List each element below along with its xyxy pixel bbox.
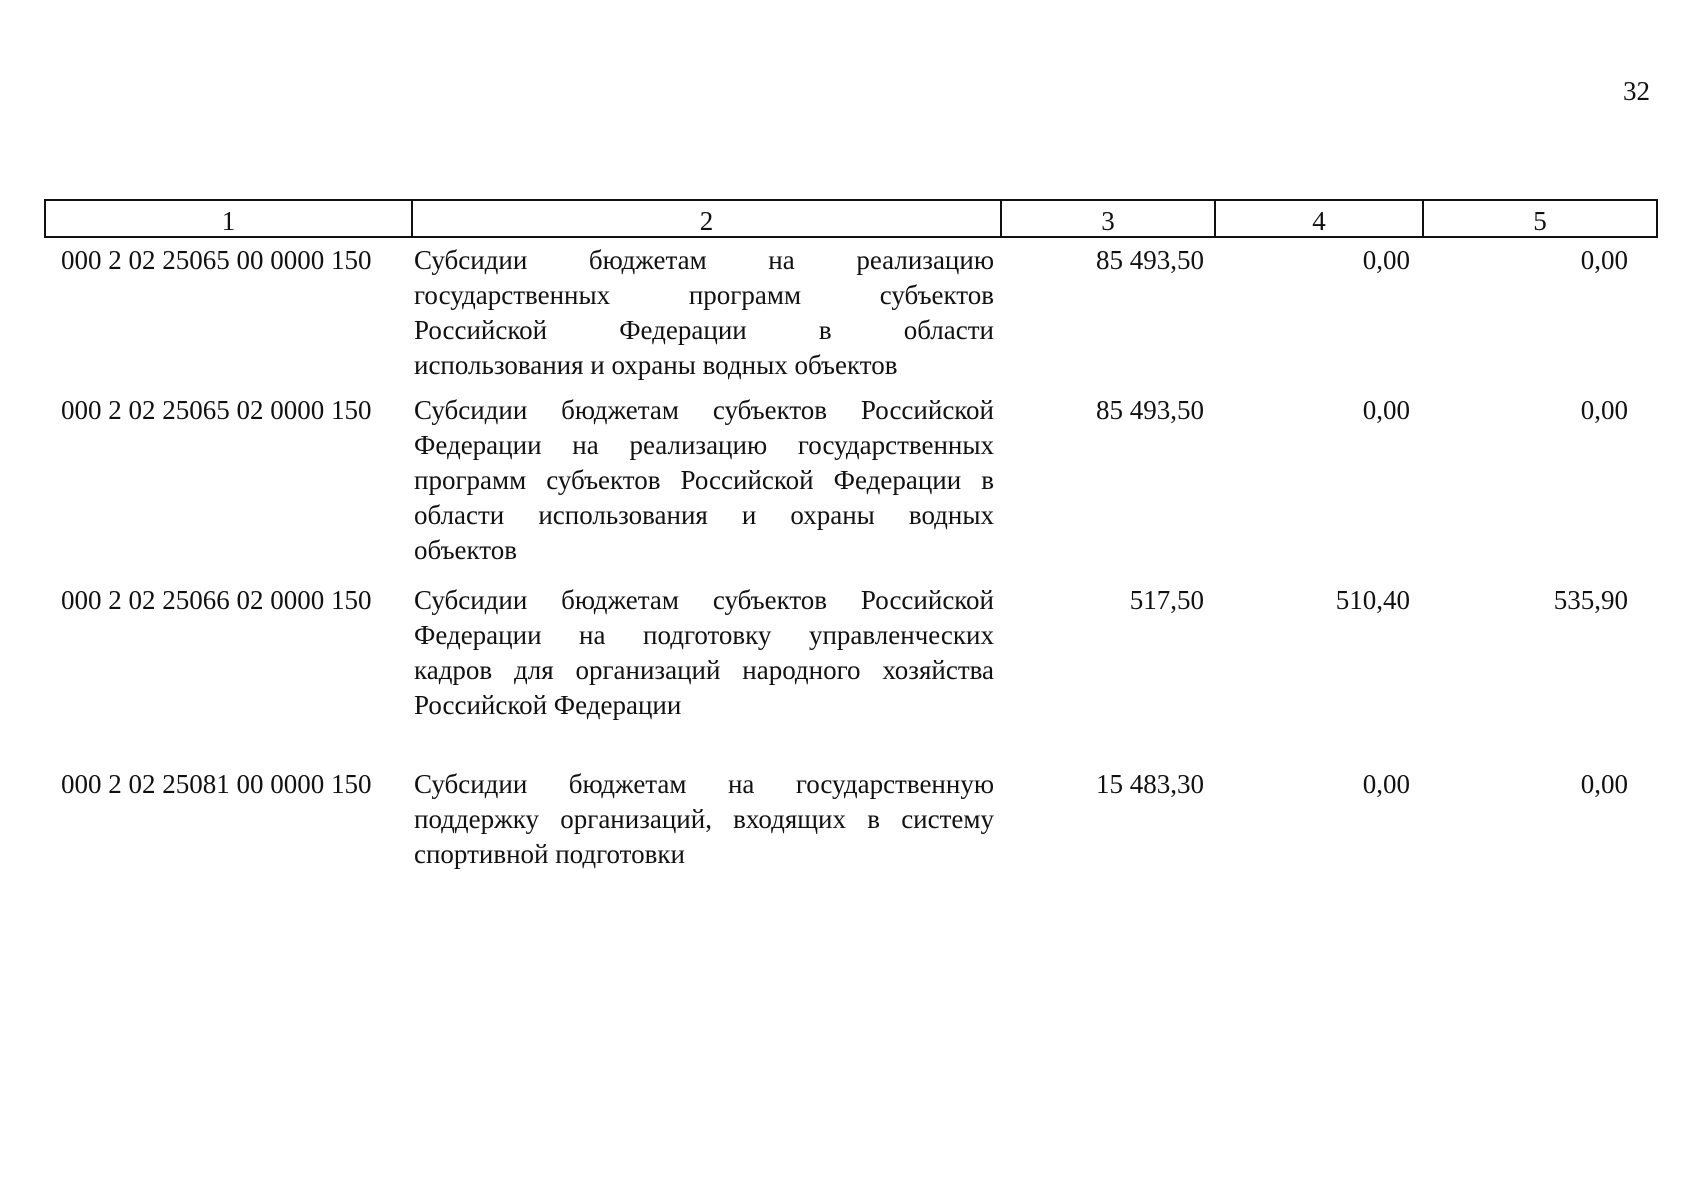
table-header	[44, 199, 1658, 238]
header-row	[45, 200, 1657, 237]
description-line: программ субъектов Российской Федерации в	[414, 465, 994, 495]
row-description	[414, 583, 994, 723]
description-line: поддержку организаций, входящих в систему	[414, 804, 994, 834]
value-col-4: 510,40	[1335, 585, 1410, 615]
header-col-4: 4	[1215, 200, 1423, 237]
page-number: 32	[1623, 76, 1650, 106]
description-line: области использования и охраны водных	[414, 500, 994, 530]
value-col-3: 85 493,50	[1096, 395, 1204, 425]
budget-code: 000 2 02 25065 02 0000 150	[61, 395, 372, 425]
header-col-3: 3	[1001, 200, 1215, 237]
description-line: использования и охраны водных объектов	[414, 350, 898, 380]
description-line: Субсидии бюджетам субъектов Российской	[414, 395, 994, 425]
budget-code: 000 2 02 25065 00 0000 150	[61, 245, 372, 275]
value-col-4: 0,00	[1362, 395, 1410, 425]
budget-code: 000 2 02 25066 02 0000 150	[61, 585, 372, 615]
value-col-3: 517,50	[1129, 585, 1204, 615]
value-col-4: 0,00	[1362, 245, 1410, 275]
row-description	[414, 767, 994, 872]
description-line: Российской Федерации в области	[414, 315, 994, 345]
description-line: Федерации на подготовку управленческих	[414, 620, 994, 650]
value-col-4: 0,00	[1362, 769, 1410, 799]
header-col-1: 1	[45, 200, 412, 237]
value-col-3: 15 483,30	[1096, 769, 1204, 799]
description-line: спортивной подготовки	[414, 839, 685, 869]
description-line: Российской Федерации	[414, 690, 682, 720]
description-line: объектов	[414, 535, 517, 565]
value-col-5: 0,00	[1580, 395, 1628, 425]
description-line: кадров для организаций народного хозяйства	[414, 655, 994, 685]
value-col-5: 535,90	[1553, 585, 1628, 615]
description-line: Субсидии бюджетам на реализацию	[414, 245, 994, 275]
value-col-5: 0,00	[1580, 245, 1628, 275]
description-line: Субсидии бюджетам субъектов Российской	[414, 585, 994, 615]
budget-code: 000 2 02 25081 00 0000 150	[61, 769, 372, 799]
row-description	[414, 393, 994, 568]
header-col-2: 2	[412, 200, 1001, 237]
description-line: Субсидии бюджетам на государственную	[414, 769, 994, 799]
description-line: государственных программ субъектов	[414, 280, 994, 310]
header-col-5: 5	[1423, 200, 1657, 237]
row-description	[414, 243, 994, 383]
description-line: Федерации на реализацию государственных	[414, 430, 994, 460]
value-col-3: 85 493,50	[1096, 245, 1204, 275]
value-col-5: 0,00	[1580, 769, 1628, 799]
